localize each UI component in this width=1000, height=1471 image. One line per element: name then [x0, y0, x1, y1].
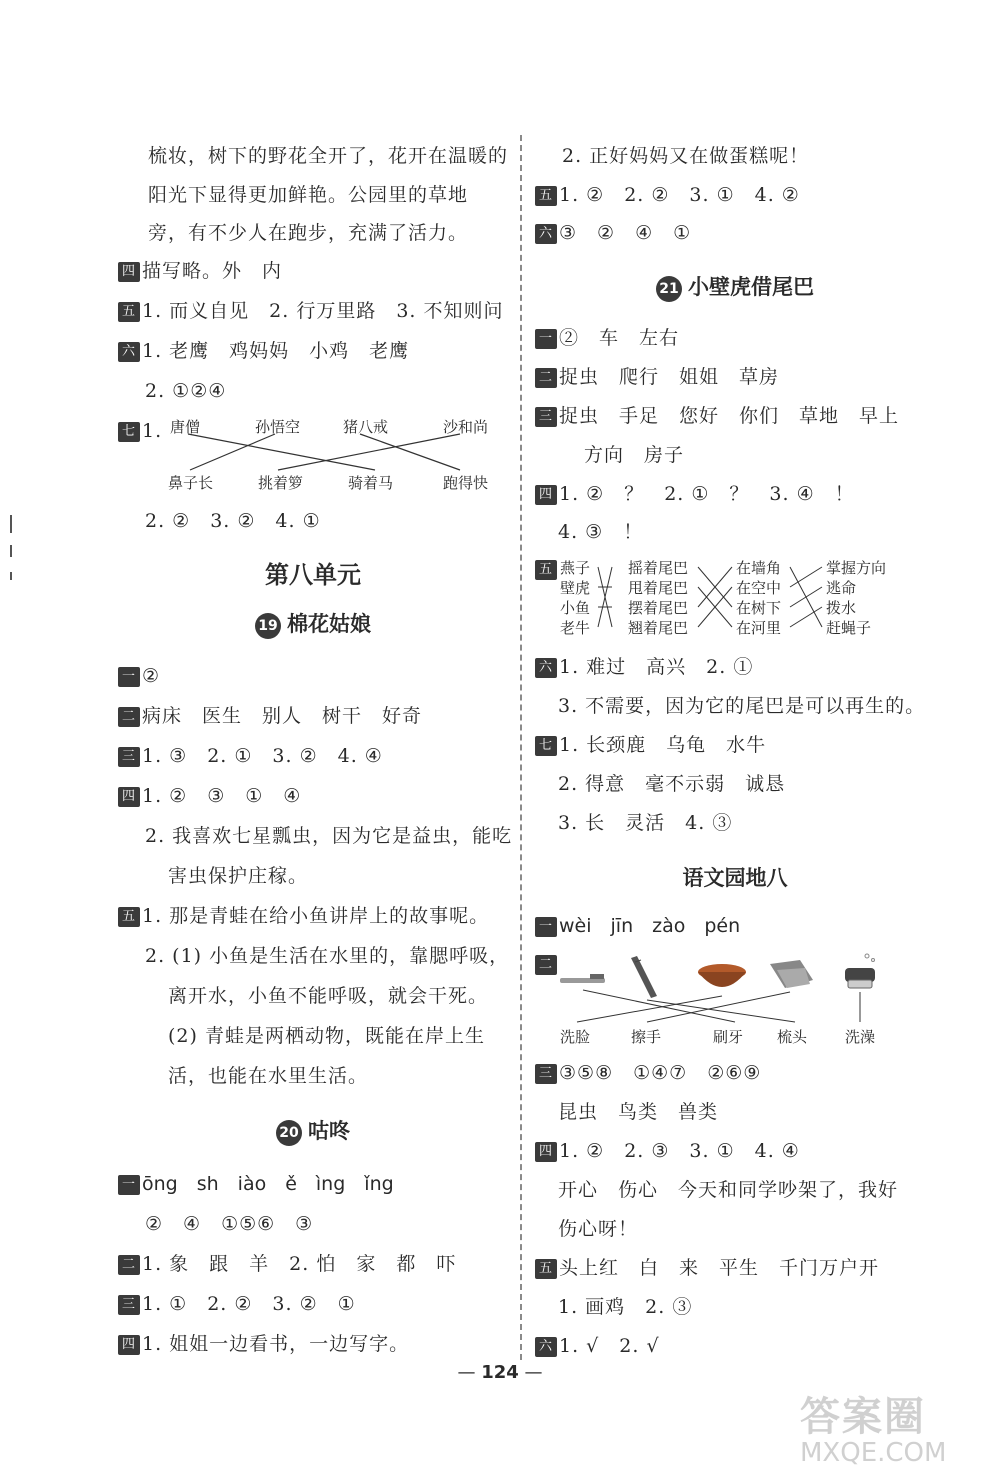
answer-text: 离开水，小鱼不能呼吸，就会干死。	[168, 985, 489, 1007]
lesson-number: 21	[656, 276, 682, 302]
section-badge: 六	[535, 658, 557, 678]
section-badge: 一	[535, 329, 557, 349]
match-word: 燕子	[560, 559, 591, 577]
match-word: 赶蝇子	[826, 619, 872, 637]
answer-text: 捉虫 爬行 姐姐 草房	[559, 366, 780, 388]
answer-section	[118, 703, 422, 729]
page-number: — 124 —	[457, 1362, 543, 1383]
match-word: 逃命	[826, 579, 857, 597]
section-badge: 二	[535, 955, 557, 975]
answer-section	[535, 481, 855, 507]
answer-text: 1. 那是青蛙在给小鱼讲岸上的故事呢。	[142, 905, 490, 927]
answer-text: ②	[142, 665, 161, 687]
answer-section	[535, 325, 679, 351]
answer-section	[535, 654, 753, 680]
answer-text: 1. 象 跟 羊 2. 怕 家 都 吓	[142, 1253, 457, 1275]
match-word: 洗脸	[560, 1028, 591, 1046]
answer-text: ③⑤⑧ ①④⑦ ②⑥⑨	[559, 1062, 762, 1084]
match-word: 猪八戒	[343, 418, 389, 436]
match-word: 在空中	[736, 579, 782, 597]
answer-text: 伤心呀！	[558, 1218, 639, 1240]
watermark	[800, 1395, 946, 1467]
match-word: 小鱼	[560, 599, 591, 617]
answer-section	[118, 743, 383, 769]
answer-text: 1. √ 2. √	[559, 1335, 660, 1357]
answer-section	[535, 1060, 761, 1086]
answer-section	[118, 1331, 409, 1357]
answer-text: 2. (1) 小鱼是生活在水里的，靠腮呼吸，	[145, 945, 510, 967]
margin-mark	[10, 545, 12, 557]
section-badge: 二	[118, 707, 140, 727]
section-badge: 三	[535, 1064, 557, 1084]
lesson-number: 19	[255, 613, 281, 639]
section-badge: 六	[118, 342, 140, 362]
answer-text: ③ ② ④ ①	[559, 222, 692, 244]
answer-section	[118, 903, 489, 929]
unit-title: 第八单元	[265, 561, 361, 589]
lesson-number: 20	[276, 1120, 302, 1146]
answer-section	[118, 663, 160, 689]
section-badge: 四	[118, 262, 140, 282]
section-badge: 二	[535, 368, 557, 388]
section-badge: 四	[535, 485, 557, 505]
answer-section	[535, 556, 559, 582]
answer-section	[118, 783, 301, 809]
soap-icon	[845, 954, 875, 988]
text-line: 梳妆，树下的野花全开了，花开在温暖的	[148, 145, 509, 167]
answer-text: 头上红 白 来 平生 千门万户开	[559, 1257, 880, 1279]
matching-diagram	[160, 412, 510, 492]
lesson-title: 20 咕咚	[118, 1115, 508, 1146]
pinyin-text: ōng sh iào ě ìng ǐng	[142, 1173, 394, 1195]
section-badge: 一	[118, 667, 140, 687]
match-word: 壁虎	[560, 579, 591, 597]
answer-text: 1. 姐姐一边看书，一边写字。	[142, 1333, 410, 1355]
section-badge: 五	[535, 186, 557, 206]
match-word: 沙和尚	[443, 418, 489, 436]
section-badge: 三	[535, 407, 557, 427]
match-word: 梳头	[777, 1028, 808, 1046]
answer-text: 1.	[142, 420, 163, 442]
answer-text: 病床 医生 别人 树干 好奇	[142, 705, 423, 727]
match-word: 甩着尾巴	[628, 579, 689, 597]
answer-section	[535, 732, 766, 758]
answer-section	[535, 364, 779, 390]
toothbrush-icon	[560, 974, 605, 983]
answer-text: 捉虫 手足 您好 你们 草地 早上	[559, 405, 900, 427]
answer-section	[535, 913, 740, 939]
match-word: 摇着尾巴	[628, 559, 689, 577]
lesson-title: 19 棉花姑娘	[118, 608, 508, 639]
answer-text: ② 车 左右	[559, 327, 680, 349]
answer-text: 活，也能在水里生活。	[168, 1065, 369, 1087]
match-word: 在树下	[736, 599, 782, 617]
answer-text: 1. ② 2. ② 3. ① 4. ②	[559, 184, 800, 206]
section-badge: 七	[118, 422, 140, 442]
answer-text: 1. ① 2. ② 3. ② ①	[142, 1293, 356, 1315]
section-badge: 六	[535, 224, 557, 244]
answer-text: (2) 青蛙是两栖动物，既能在岸上生	[168, 1025, 485, 1047]
answer-text: 3. 长 灵活 4. ③	[558, 812, 733, 834]
answer-text: 1. ③ 2. ① 3. ② 4. ④	[142, 745, 383, 767]
column-divider	[520, 135, 522, 1360]
section-badge: 一	[535, 917, 557, 937]
match-word: 鼻子长	[168, 474, 214, 492]
match-word: 刷牙	[713, 1028, 744, 1046]
match-word: 孙悟空	[255, 418, 301, 436]
match-word: 擦手	[631, 1028, 662, 1046]
match-word: 掌握方向	[826, 559, 887, 577]
watermark-logo-text: 答案圈	[800, 1394, 926, 1440]
answer-text: 1. 难过 高兴 2. ①	[559, 656, 754, 678]
answer-text: 4. ③ ！	[558, 521, 644, 543]
section-badge: 三	[118, 747, 140, 767]
section-badge: 五	[118, 302, 140, 322]
answer-text: 1. ② 2. ③ 3. ① 4. ④	[559, 1140, 800, 1162]
comb-icon	[631, 956, 657, 998]
answer-section	[535, 1333, 660, 1359]
match-word: 唐僧	[170, 418, 201, 436]
answer-section	[118, 298, 504, 324]
answer-text: 3. 不需要，因为它的尾巴是可以再生的。	[558, 695, 926, 717]
matching-diagram	[560, 555, 930, 640]
answer-text: 害虫保护庄稼。	[168, 865, 309, 887]
answer-text: 2. ② 3. ② 4. ①	[145, 510, 321, 532]
match-word: 跑得快	[443, 474, 489, 492]
answer-section	[535, 1255, 879, 1281]
match-word: 洗澡	[845, 1028, 876, 1046]
answer-text: 2. 得意 毫不示弱 诚恳	[558, 773, 786, 795]
answer-text: 2. 我喜欢七星瓢虫，因为它是益虫，能吃	[145, 825, 513, 847]
match-word: 挑着箩	[258, 474, 304, 492]
lesson-title: 21 小壁虎借尾巴	[535, 271, 935, 302]
section-badge: 四	[535, 1142, 557, 1162]
answer-section	[118, 338, 409, 364]
answer-text: 方向 房子	[584, 444, 685, 466]
section-badge: 一	[118, 1175, 140, 1195]
section-badge: 四	[118, 1335, 140, 1355]
margin-mark	[10, 572, 12, 580]
watermark-url: MXQE.COM	[800, 1438, 947, 1468]
answer-text: 描写略。外 内	[142, 260, 283, 282]
match-word: 老牛	[560, 619, 591, 637]
answer-section	[118, 1171, 394, 1197]
answer-section	[535, 403, 899, 429]
match-word: 翘着尾巴	[628, 619, 689, 637]
answer-text: 昆虫 鸟类 兽类	[558, 1101, 719, 1123]
match-word: 拨水	[826, 599, 857, 617]
towel-icon	[770, 960, 813, 988]
answer-text: ② ④ ①⑤⑥ ③	[145, 1213, 314, 1235]
text-line: 2. 正好妈妈又在做蛋糕呢！	[562, 145, 810, 167]
section-title: 语文园地八	[682, 866, 788, 890]
answer-text: 1. 长颈鹿 乌龟 水牛	[559, 734, 767, 756]
section-badge: 五	[535, 560, 557, 580]
answer-section	[118, 418, 162, 444]
answer-text: 2. ①②④	[145, 380, 227, 402]
section-badge: 七	[535, 736, 557, 756]
answer-section	[535, 182, 800, 208]
answer-text: 1. 老鹰 鸡妈妈 小鸡 老鹰	[142, 340, 410, 362]
answer-text: 1. ② ③ ① ④	[142, 785, 302, 807]
section-badge: 四	[118, 787, 140, 807]
answer-section	[118, 258, 282, 284]
section-badge: 三	[118, 1295, 140, 1315]
answer-text: 1. 而义自见 2. 行万里路 3. 不知则问	[142, 300, 504, 322]
answer-section	[118, 1291, 356, 1317]
answer-section	[535, 220, 691, 246]
match-word: 在河里	[736, 619, 782, 637]
section-badge: 五	[535, 1259, 557, 1279]
section-badge: 二	[118, 1255, 140, 1275]
margin-mark	[10, 515, 12, 533]
text-line: 旁，有不少人在跑步，充满了活力。	[148, 222, 469, 244]
answer-text: 1. 画鸡 2. ③	[558, 1296, 693, 1318]
answer-text: 开心 伤心 今天和同学吵架了，我好	[558, 1179, 899, 1201]
picture-matching	[555, 950, 895, 1050]
basin-icon	[698, 964, 746, 987]
text-line: 阳光下显得更加鲜艳。公园里的草地	[148, 184, 469, 206]
answer-section	[535, 1138, 800, 1164]
section-badge: 六	[535, 1337, 557, 1357]
match-word: 在墙角	[736, 559, 782, 577]
match-word: 摆着尾巴	[628, 599, 689, 617]
answer-text: 1. ② ？ 2. ① ？ 3. ④ ！	[559, 483, 855, 505]
match-word: 骑着马	[348, 474, 394, 492]
answer-section	[118, 1251, 456, 1277]
pinyin-text: wèi jīn zào pén	[559, 915, 741, 937]
section-badge: 五	[118, 907, 140, 927]
